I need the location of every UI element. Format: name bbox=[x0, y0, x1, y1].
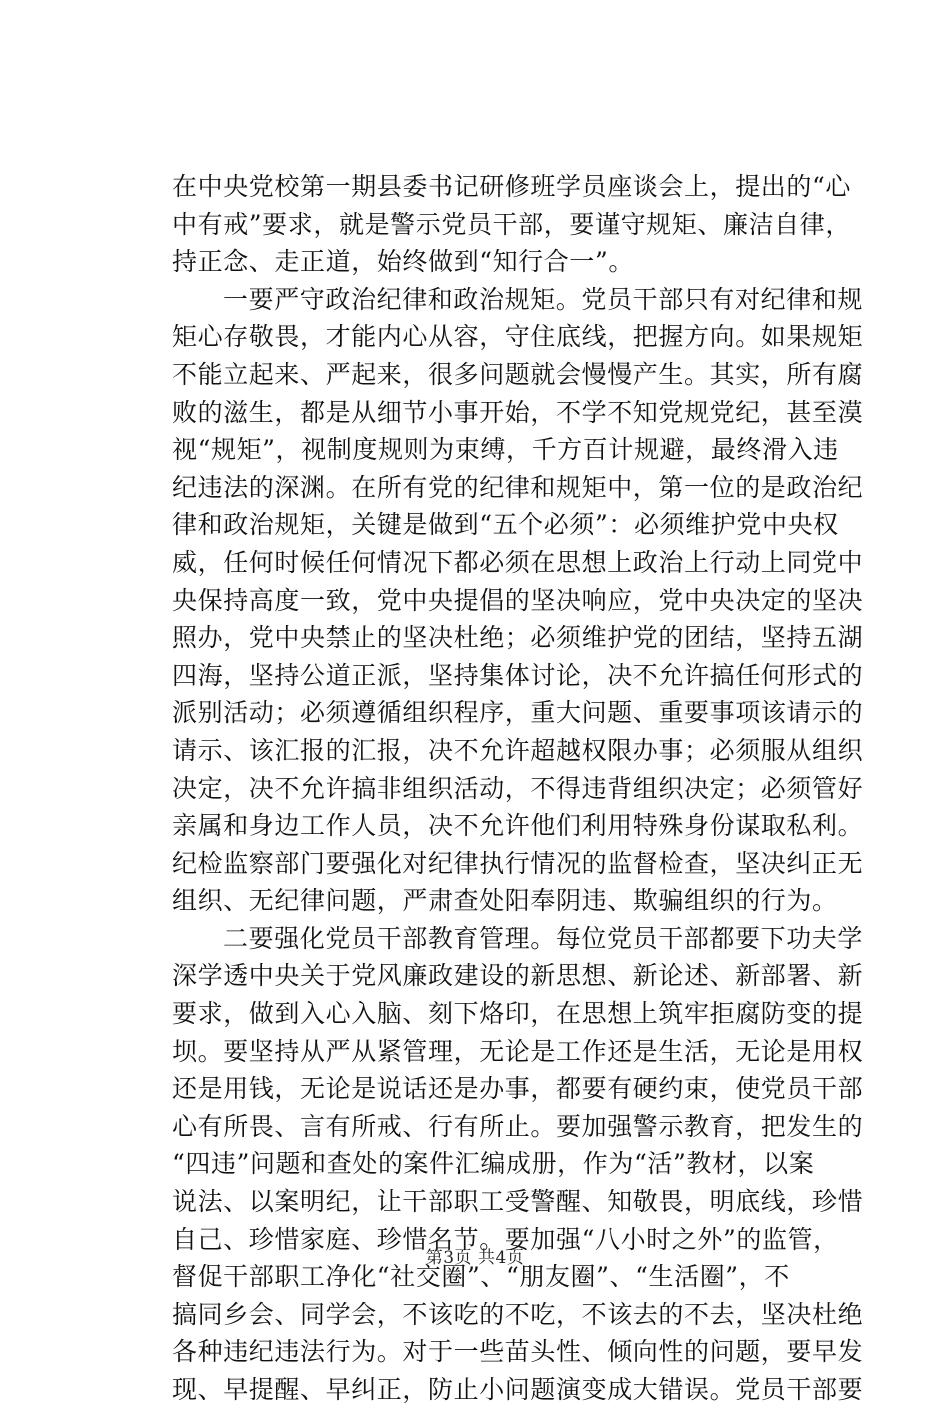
paragraph-start-line: 一要严守政治纪律和政治规矩。党员干部只有对纪律和规 bbox=[223, 284, 864, 314]
text-line: 还是用钱，无论是说话还是办事，都要有硬约束，使党员干部 bbox=[172, 1074, 864, 1104]
text-line: 要求，做到入心入脑、刻下烙印，在思想上筑牢拒腐防变的提 bbox=[172, 999, 864, 1029]
text-line: 督促干部职工净化“社交圈”、“朋友圈”、“生活圈”，不 bbox=[172, 1262, 790, 1292]
text-line: 说法、以案明纪，让干部职工受警醒、知敬畏，明底线，珍惜 bbox=[172, 1187, 864, 1217]
text-line: 请示、该汇报的汇报，决不允许超越权限办事；必须服从组织 bbox=[172, 735, 864, 765]
text-line: “四违”问题和查处的案件汇编成册，作为“活”教材，以案 bbox=[172, 1149, 815, 1179]
text-line: 坝。要坚持从严从紧管理，无论是工作还是生活，无论是用权 bbox=[172, 1036, 864, 1066]
text-line: 亲属和身边工作人员，决不允许他们利用特殊身份谋取私利。 bbox=[172, 811, 864, 841]
text-line: 心有所畏、言有所戒、行有所止。要加强警示教育，把发生的 bbox=[172, 1111, 864, 1141]
text-line: 不能立起来、严起来，很多问题就会慢慢产生。其实，所有腐 bbox=[172, 359, 864, 389]
text-line: 律和政治规矩，关键是做到“五个必须”：必须维护党中央权 bbox=[172, 510, 839, 540]
text-line: 决定，决不允许搞非组织活动，不得违背组织决定；必须管好 bbox=[172, 773, 864, 803]
text-line: 组织、无纪律问题，严肃查处阳奉阴违、欺骗组织的行为。 bbox=[172, 886, 838, 916]
text-line: 败的滋生，都是从细节小事开始，不学不知党规党纪，甚至漠 bbox=[172, 397, 864, 427]
text-line: 自己、珍惜家庭、珍惜名节。要加强“八小时之外”的监管， bbox=[172, 1224, 839, 1254]
text-line: 搞同乡会、同学会，不该吃的不吃，不该去的不去，坚决杜绝 bbox=[172, 1299, 864, 1329]
text-line: 矩心存敬畏，才能内心从容，守住底线，把握方向。如果规矩 bbox=[172, 322, 864, 352]
text-line: 视“规矩”，视制度规则为束缚，千方百计规避，最终滑入违 bbox=[172, 435, 839, 465]
body-text bbox=[172, 168, 864, 1409]
text-line: 纪检监察部门要强化对纪律执行情况的监督检查，坚决纠正无 bbox=[172, 848, 864, 878]
paragraph-start-line: 二要强化党员干部教育管理。每位党员干部都要下功夫学 bbox=[223, 923, 864, 953]
text-line: 央保持高度一致，党中央提倡的坚决响应，党中央决定的坚决 bbox=[172, 585, 864, 615]
text-line: 派别活动；必须遵循组织程序，重大问题、重要事项该请示的 bbox=[172, 698, 864, 728]
text-line: 深学透中央关于党风廉政建设的新思想、新论述、新部署、新 bbox=[172, 961, 864, 991]
text-line: 现、早提醒、早纠正，防止小问题演变成大错误。党员干部要 bbox=[172, 1375, 864, 1404]
text-line: 威，任何时候任何情况下都必须在思想上政治上行动上同党中 bbox=[172, 547, 864, 577]
text-line: 在中央党校第一期县委书记研修班学员座谈会上，提出的“心 bbox=[172, 172, 851, 201]
text-line: 持正念、走正道，始终做到“知行合一”。 bbox=[172, 247, 634, 277]
text-line: 中有戒”要求，就是警示党员干部，要谨守规矩、廉洁自律， bbox=[172, 209, 851, 239]
text-line: 各种违纪违法行为。对于一些苗头性、倾向性的问题，要早发 bbox=[172, 1337, 864, 1367]
text-line: 纪违法的深渊。在所有党的纪律和规矩中，第一位的是政治纪 bbox=[172, 472, 864, 502]
page-number-footer: 第3页 共4页 bbox=[425, 1248, 525, 1268]
text-line: 照办，党中央禁止的坚决杜绝；必须维护党的团结，坚持五湖 bbox=[172, 623, 864, 653]
text-line: 四海，坚持公道正派，坚持集体讨论，决不允许搞任何形式的 bbox=[172, 660, 864, 690]
